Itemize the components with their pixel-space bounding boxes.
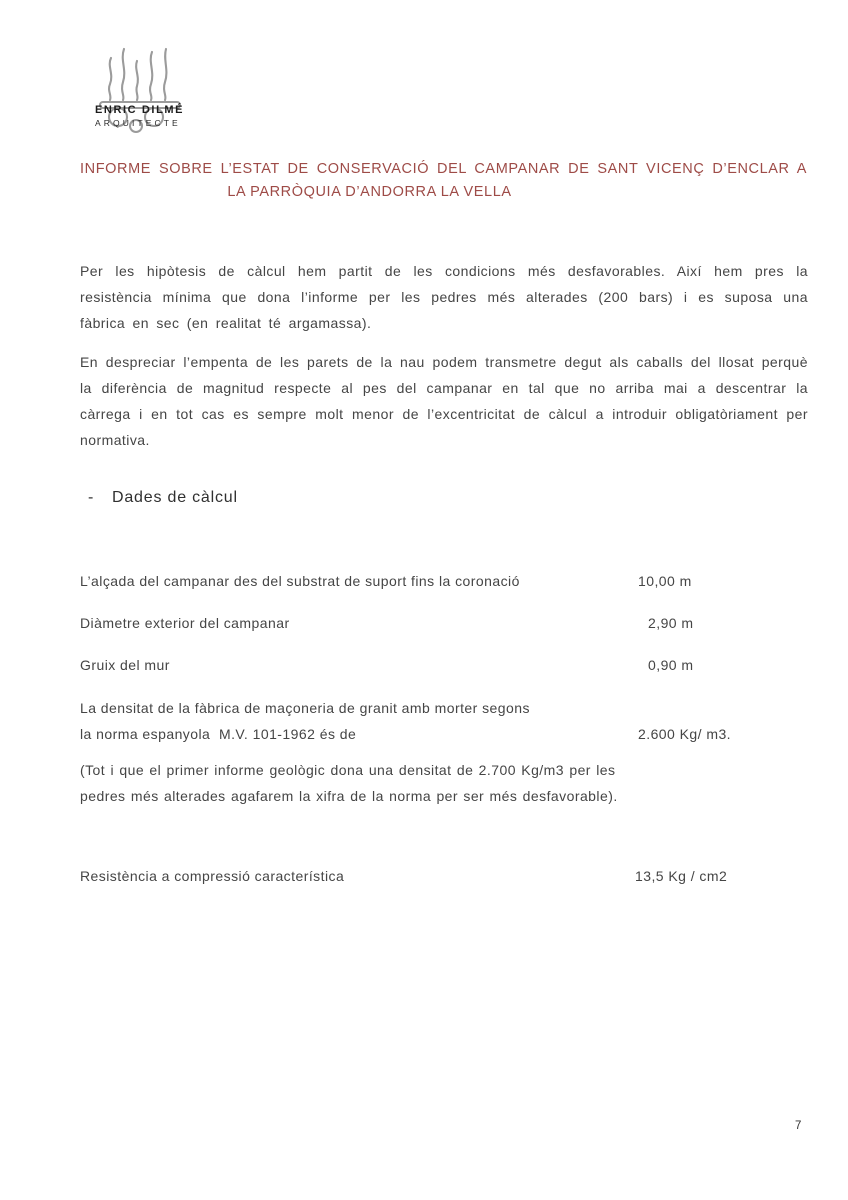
report-title-line1: INFORME SOBRE L’ESTAT DE CONSERVACIÓ DEL CAMPANAR DE SANT VICENÇ D’ENCLAR A xyxy=(80,161,807,177)
data-value: 2.600 Kg/ m3. xyxy=(638,726,732,742)
data-label: Gruix del mur xyxy=(80,657,170,673)
section-heading-dades-de-calcul xyxy=(88,489,238,507)
data-label-line1: La densitat de la fàbrica de maçoneria de granit amb morter segons xyxy=(80,700,530,716)
data-label: Resistència a compressió característica xyxy=(80,868,345,884)
logo-profession: ARQUITECTE xyxy=(95,118,181,128)
report-title xyxy=(80,158,807,204)
density-note: (Tot i que el primer informe geològic dona una densitat de 2.700 Kg/m3 per les pedres més alterades agafarem la xifra de la norma per ser més desfavorable). xyxy=(80,762,618,804)
data-row-resistance xyxy=(80,863,808,889)
page-number: 7 xyxy=(795,1120,802,1132)
data-value: 13,5 Kg / cm2 xyxy=(635,868,728,884)
data-row-diameter xyxy=(80,610,808,636)
data-label: Diàmetre exterior del campanar xyxy=(80,615,290,631)
paragraph-hypotheses: Per les hipòtesis de càlcul hem partit de les condicions més desfavorables. Així hem pres la resistència mínima que dona l’informe per les pedres més alterades (200 bars) i es suposa una fàbrica en sec (en realitat té argamassa). xyxy=(80,263,808,331)
data-value: 10,00 m xyxy=(638,573,692,589)
data-label: L’alçada del campanar des del substrat de suport fins la coronació xyxy=(80,573,520,589)
data-value: 0,90 m xyxy=(648,657,694,673)
paragraph-thrust: En despreciar l’empenta de les parets de la nau podem transmetre degut als caballs del llosat perquè la diferència de magnitud respecte al pes del campanar en tal que no arriba mai a descentrar la càrrega i en tot cas es sempre molt menor de l’excentricitat de càlcul a introduir obligatòriament per normativa. xyxy=(80,354,808,448)
data-row-wall-thickness xyxy=(80,652,808,678)
company-logo xyxy=(95,44,215,136)
section-heading-label: Dades de càlcul xyxy=(112,489,238,506)
data-row-height xyxy=(80,568,808,594)
data-label-line2: la norma espanyola M.V. 101-1962 és de xyxy=(80,726,357,742)
data-row-density xyxy=(80,695,808,747)
report-title-line2: LA PARRÒQUIA D’ANDORRA LA VELLA xyxy=(227,184,512,200)
section-bullet-dash: - xyxy=(88,489,95,506)
logo-company-name: ENRIC DILMÉ xyxy=(95,104,185,116)
body-paragraphs xyxy=(80,258,808,466)
data-value: 2,90 m xyxy=(648,615,694,631)
